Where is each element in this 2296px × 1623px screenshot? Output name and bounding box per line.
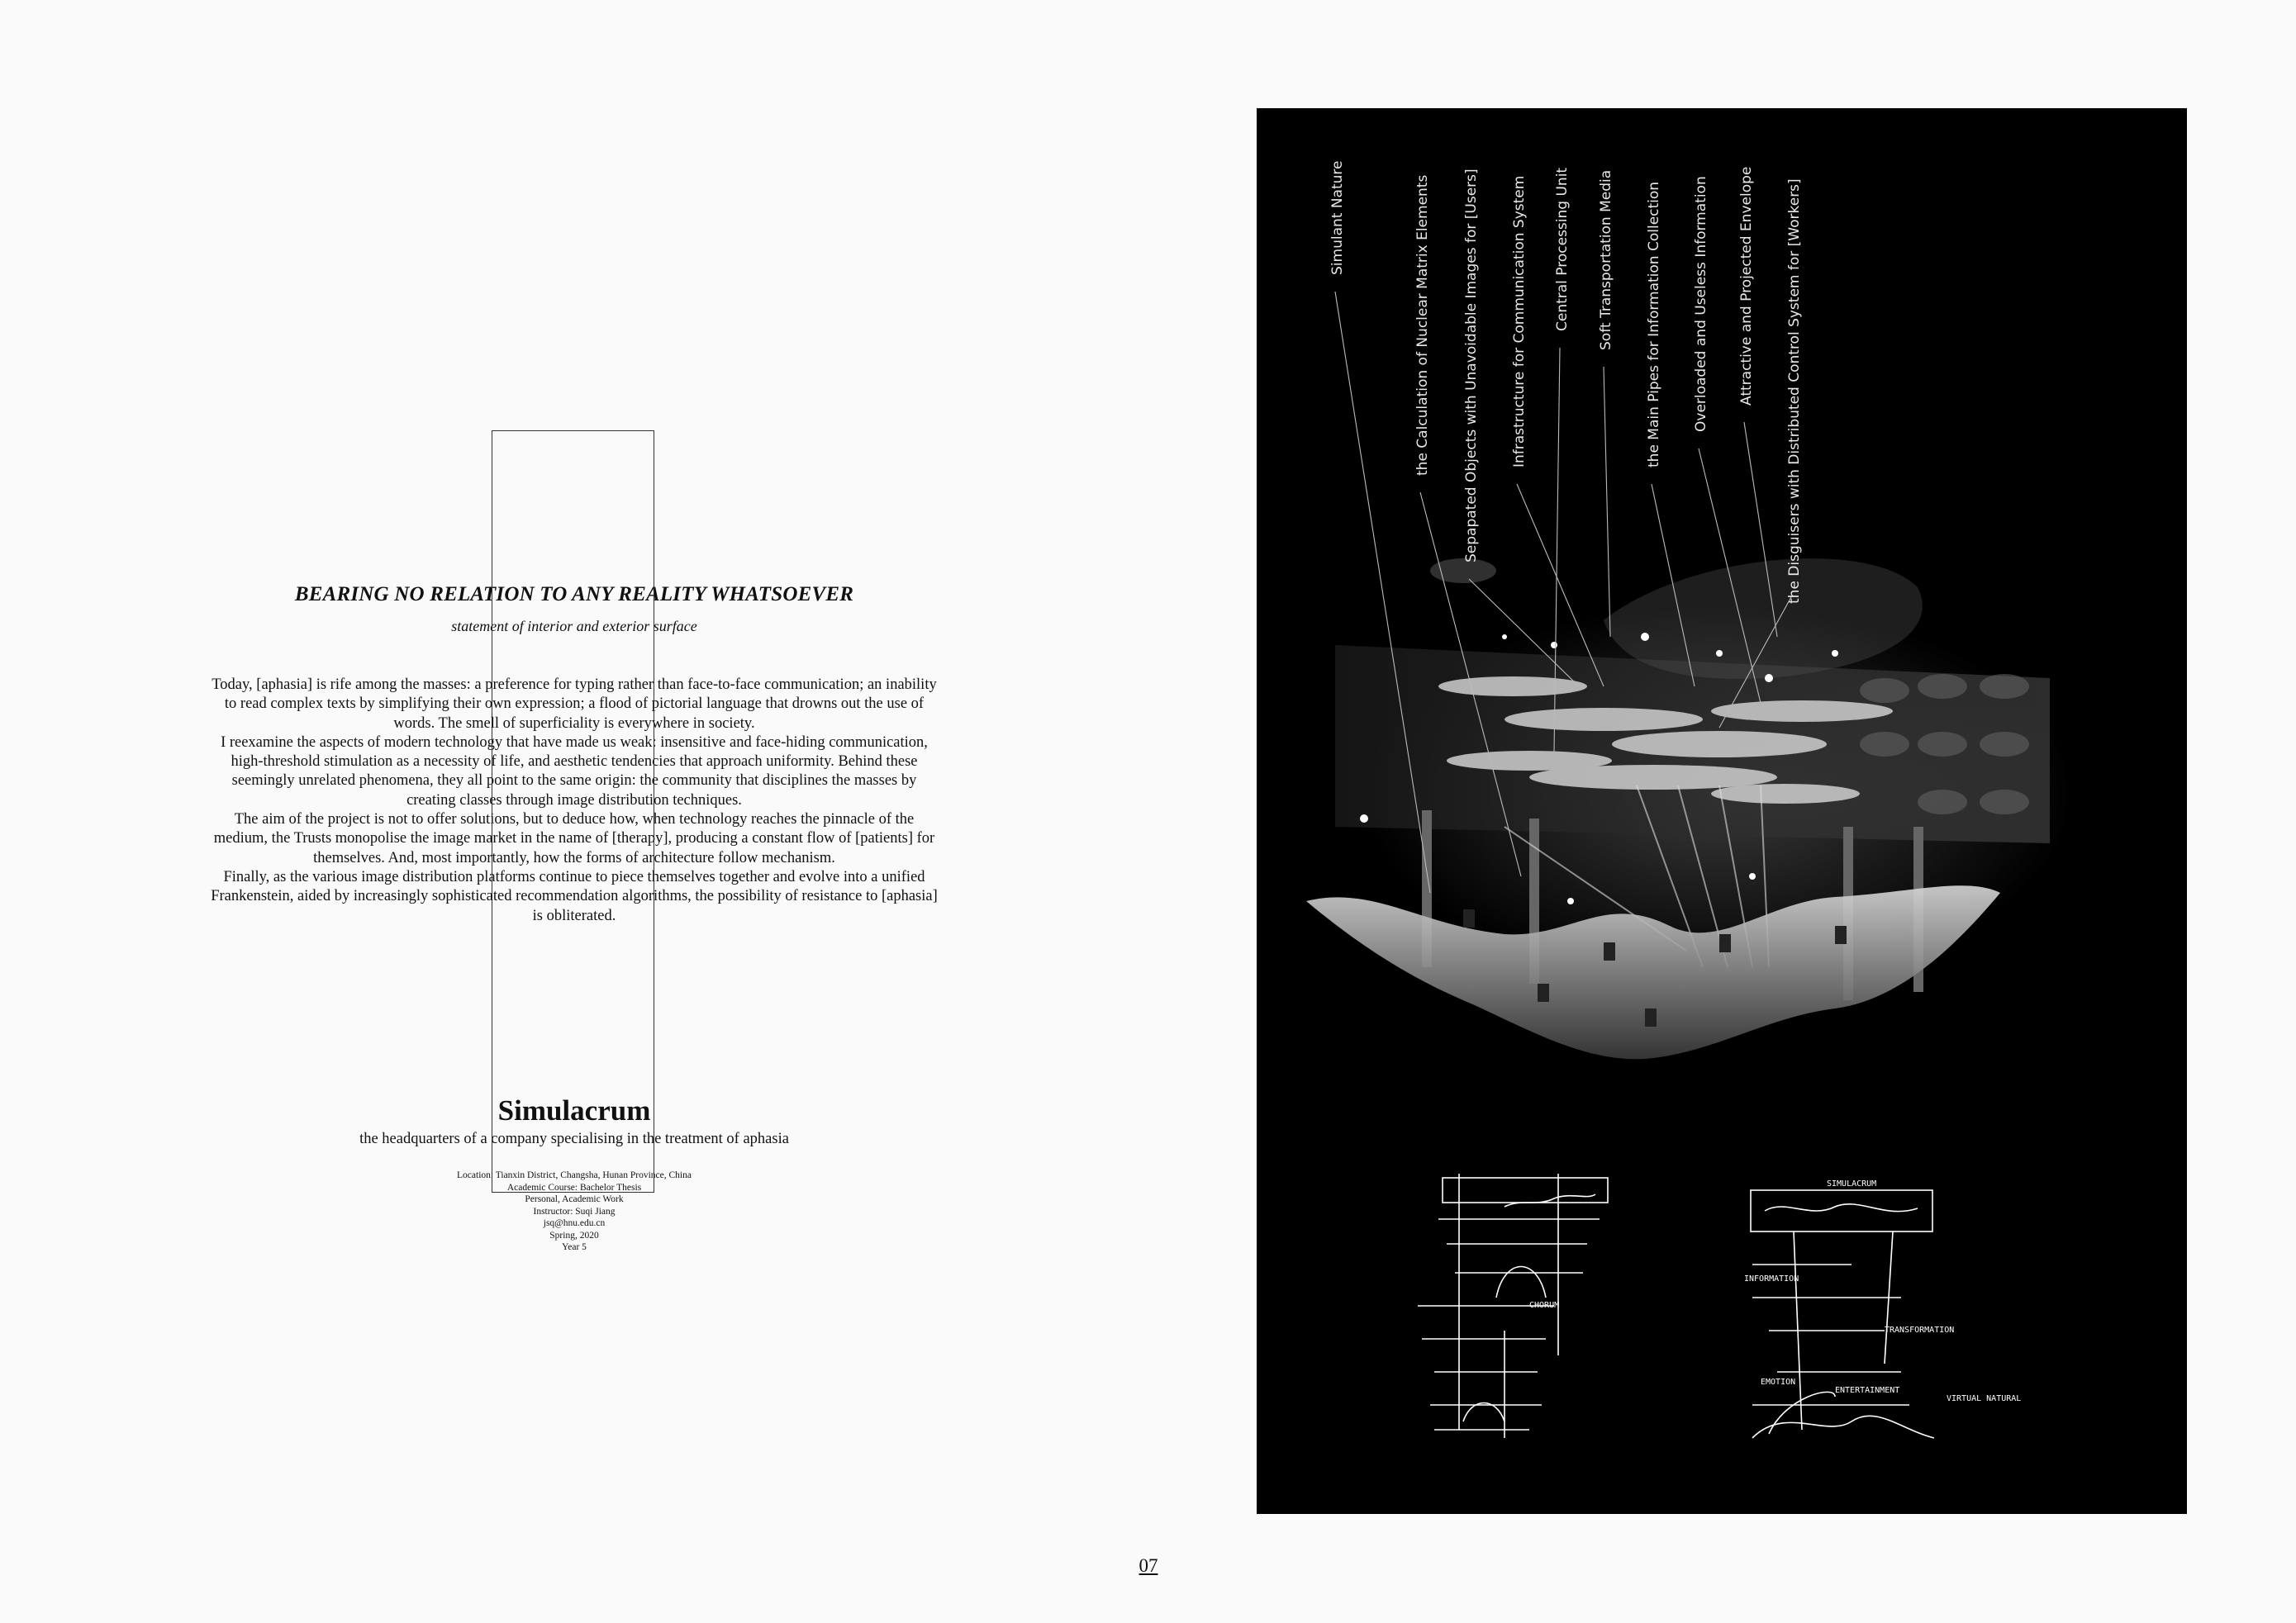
project-title: Simulacrum [497, 1094, 651, 1127]
body-paragraph: The aim of the project is not to offer solutions, but to deduce how, when technology reaches the pinnacle of the medium, the Trusts monopolise the image market in the name of [therapy], producing a constant flow of [patients] for themselves. And, most importantly, how the forms of architecture follow mechanism. [213, 811, 935, 866]
diagram-label-text: Overloaded and Useless Information [1693, 176, 1709, 432]
diagram-label-text: Attractive and Projected Envelope [1738, 166, 1755, 406]
body-paragraph: I reexamine the aspects of modern technology that have made us weak: insensitive and face-hiding communication, high-threshold stimulation as a necessity of life, and aesthetic tendencies that approach uniformity. Behind these seemingly unrelated phenomena, they all point to the same origin: the community that disciplines the masses by creating classes through image distribution techniques. [221, 733, 928, 809]
sketch-label: SIMULACRUM [1827, 1179, 1877, 1189]
diagram-label-text: Sepapated Objects with Unavoidable Images for [Users] [1463, 168, 1480, 562]
statement-subheadline: statement of interior and exterior surface [451, 618, 697, 634]
sketch-right [1751, 1190, 1934, 1438]
sketch-label: CHORUM [1529, 1301, 1560, 1310]
meta-email: jsq@hnu.edu.cn [543, 1218, 606, 1228]
meta-course: Academic Course: Bachelor Thesis [506, 1182, 642, 1193]
diagram-image-panel [1257, 108, 2187, 1514]
meta-type: Personal, Academic Work [525, 1194, 624, 1204]
diagram-label-text: the Disguisers with Distributed Control System for [Workers] [1786, 178, 1803, 604]
diagram-label-text: the Main Pipes for Information Collection [1646, 181, 1662, 467]
project-meta [207, 1170, 942, 1254]
sketch-label: VIRTUAL NATURAL [1947, 1394, 2022, 1403]
meta-location: Location: Tianxin District, Changsha, Hunan Province, China [457, 1170, 692, 1180]
diagram-label-text: Central Processing Unit [1554, 167, 1571, 331]
meta-term: Spring, 2020 [549, 1230, 599, 1241]
sketch-label: ENTERTAINMENT [1835, 1386, 1900, 1395]
diagram-render-illustration [1257, 108, 2187, 1514]
sketch-label: EMOTION [1761, 1378, 1796, 1387]
sketch-label: INFORMATION [1744, 1274, 1799, 1284]
diagram-label-text: Simulant Nature [1329, 160, 1346, 275]
project-subtitle: the headquarters of a company specialising in the treatment of aphasia [359, 1131, 789, 1147]
body-paragraph: Today, [aphasia] is rife among the masses: a preference for typing rather than face-to-face communication; an inability to read complex texts by simplifying their own expression; a flood of pictorial language that drowns out the use of words. The smell of superficiality is everywhere in society. [212, 676, 937, 732]
meta-instructor: Instructor: Suqi Jiang [533, 1206, 616, 1217]
sketch-left [1418, 1174, 1608, 1438]
body-paragraph: Finally, as the various image distribution platforms continue to piece themselves together and evolve into a unified Frankenstein, aided by increasingly sophisticated recommendation algorithms, the possibility of resistance to [aphasia] is obliterated. [211, 868, 938, 924]
diagram-label-text: Infrastructure for Communication System [1511, 175, 1528, 467]
diagram-label-text: Soft Transportation Media [1598, 169, 1614, 350]
diagram-label-text: the Calculation of Nuclear Matrix Elements [1414, 174, 1431, 476]
meta-year: Year 5 [562, 1242, 587, 1252]
statement-body [207, 676, 942, 926]
sketch-label: TRANSFORMATION [1885, 1326, 1955, 1335]
statement-headline: BEARING NO RELATION TO ANY REALITY WHATSOEVER [294, 583, 854, 605]
page-number: 07 [1138, 1555, 1158, 1576]
